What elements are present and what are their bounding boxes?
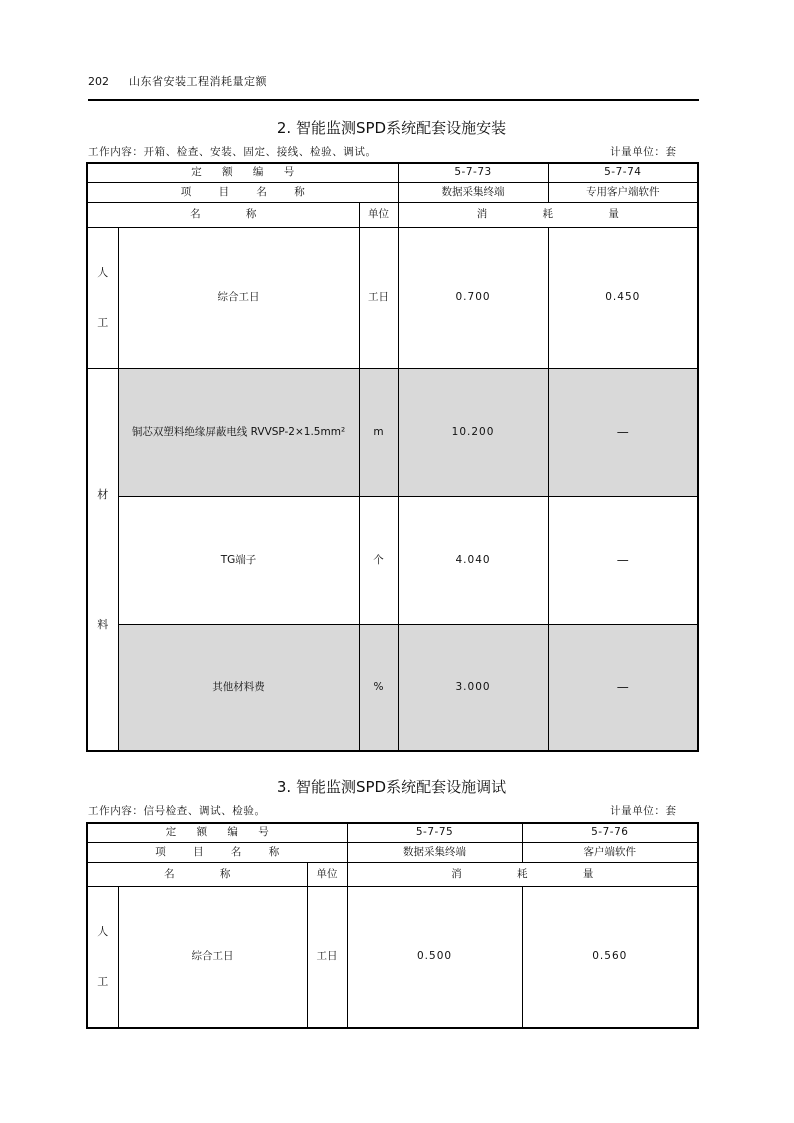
page-number: 202 bbox=[88, 75, 109, 88]
resource-name: 其他材料费 bbox=[118, 624, 359, 751]
consumption-value: 3.000 bbox=[398, 624, 548, 751]
column-header-row bbox=[87, 202, 698, 227]
table-row bbox=[87, 886, 698, 1028]
item-name-row bbox=[87, 842, 698, 862]
table-row bbox=[87, 227, 698, 368]
unit-column-header: 单位 bbox=[359, 202, 398, 227]
consumption-value: — bbox=[548, 496, 698, 624]
category-char: 人 bbox=[97, 925, 109, 939]
category-label bbox=[88, 371, 118, 747]
quota-number-row bbox=[87, 163, 698, 182]
category-char: 工 bbox=[97, 315, 109, 329]
item-name-label: 项 目 名 称 bbox=[87, 182, 398, 202]
consumption-column-header: 消 耗 量 bbox=[347, 862, 698, 886]
section-2-work-content: 工作内容：开箱、检查、安装、固定、接线、检验、调试。 bbox=[88, 146, 377, 158]
item-name-2: 客户端软件 bbox=[522, 842, 698, 862]
quota-code-2: 5-7-76 bbox=[522, 823, 698, 842]
resource-name: 综合工日 bbox=[118, 227, 359, 368]
category-labor bbox=[87, 227, 118, 368]
consumption-value: 0.560 bbox=[522, 886, 698, 1028]
table-row bbox=[87, 368, 698, 496]
column-header-row bbox=[87, 862, 698, 886]
consumption-value: — bbox=[548, 624, 698, 751]
header-rule bbox=[88, 99, 699, 101]
consumption-column-header: 消 耗 量 bbox=[398, 202, 698, 227]
name-column-header: 名 称 bbox=[87, 202, 359, 227]
resource-name: 综合工日 bbox=[118, 886, 307, 1028]
resource-unit: % bbox=[359, 624, 398, 751]
resource-unit: 工日 bbox=[307, 886, 347, 1028]
quota-code-2: 5-7-74 bbox=[548, 163, 698, 182]
category-char: 料 bbox=[97, 617, 109, 631]
quota-number-row bbox=[87, 823, 698, 842]
section-3-work-content: 工作内容：信号检查、调试、检验。 bbox=[88, 805, 266, 817]
category-char: 人 bbox=[97, 266, 109, 280]
quota-number-label: 定 额 编 号 bbox=[87, 823, 347, 842]
category-char: 工 bbox=[97, 975, 109, 989]
table-row bbox=[87, 496, 698, 624]
section-3-title: 3. 智能监测SPD系统配套设施调试 bbox=[276, 778, 507, 796]
resource-unit: 个 bbox=[359, 496, 398, 624]
quota-table-installation bbox=[86, 162, 699, 752]
consumption-value: 0.700 bbox=[398, 227, 548, 368]
consumption-value: 0.500 bbox=[347, 886, 522, 1028]
quota-number-label: 定 额 编 号 bbox=[87, 163, 398, 182]
quota-code-1: 5-7-73 bbox=[398, 163, 548, 182]
category-char: 材 bbox=[97, 487, 109, 501]
resource-name: 铜芯双塑料绝缘屏蔽电线 RVVSP-2×1.5mm² bbox=[118, 368, 359, 496]
unit-column-header: 单位 bbox=[307, 862, 347, 886]
category-label bbox=[88, 230, 118, 366]
table-row bbox=[87, 624, 698, 751]
section-2-title: 2. 智能监测SPD系统配套设施安装 bbox=[276, 119, 507, 137]
resource-unit: m bbox=[359, 368, 398, 496]
book-title: 山东省安装工程消耗量定额 bbox=[129, 75, 267, 88]
category-material bbox=[87, 368, 118, 751]
category-labor bbox=[87, 886, 118, 1028]
name-column-header: 名 称 bbox=[87, 862, 307, 886]
item-name-1: 数据采集终端 bbox=[398, 182, 548, 202]
consumption-value: 10.200 bbox=[398, 368, 548, 496]
section-2-measure-unit: 计量单位：套 bbox=[610, 146, 677, 158]
quota-code-1: 5-7-75 bbox=[347, 823, 522, 842]
quota-table-debugging bbox=[86, 822, 699, 1029]
consumption-value: 4.040 bbox=[398, 496, 548, 624]
section-3-measure-unit: 计量单位：套 bbox=[610, 805, 677, 817]
resource-unit: 工日 bbox=[359, 227, 398, 368]
item-name-1: 数据采集终端 bbox=[347, 842, 522, 862]
item-name-2: 专用客户端软件 bbox=[548, 182, 698, 202]
consumption-value: 0.450 bbox=[548, 227, 698, 368]
item-name-label: 项 目 名 称 bbox=[87, 842, 347, 862]
resource-name: TG端子 bbox=[118, 496, 359, 624]
category-label bbox=[88, 889, 118, 1025]
item-name-row bbox=[87, 182, 698, 202]
consumption-value: — bbox=[548, 368, 698, 496]
